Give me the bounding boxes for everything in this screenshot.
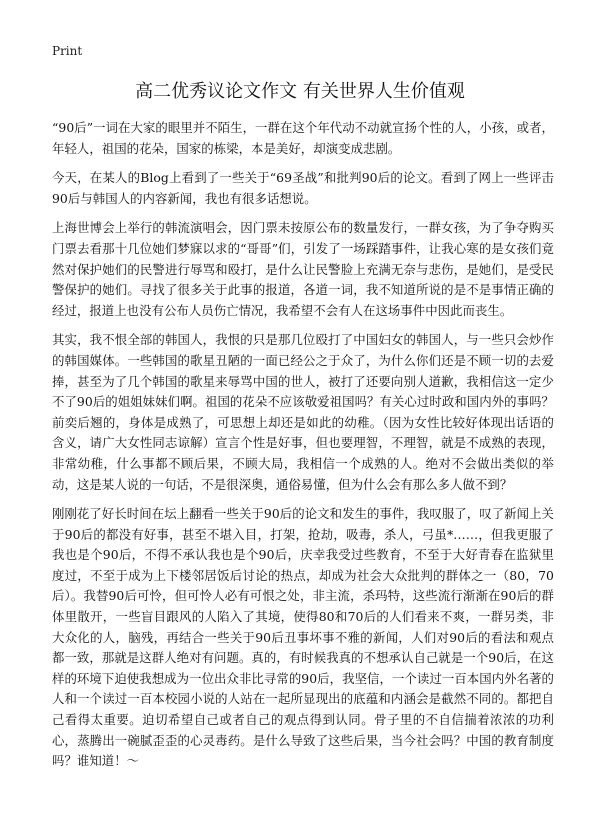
- article-body: [52, 118, 554, 781]
- article-title: 高二优秀议论文作文 有关世界人生价值观: [135, 81, 465, 102]
- paragraph: 刚刚花了好长时间在坛上翻看一些关于90后的论文和发生的事件，我叹服了，叹了新闻上关于90后的都没有好事，甚至不堪入目，打架，抢劫，吸毒，杀人，弓虽*……，但我更服了我也是个90后，不得不承认我也是个90后，庆幸我受过些教育，不至于大好青春在监狱里度过，不至于成为上下楼邻居饭后讨论的热点，却成为社会大众批判的群体之一（80，70后）。我替90后可怜，但可怜人必有可恨之处，非主流，杀玛特，这些流行渐渐在90后的群体里散开，一些盲目跟风的人陷入了其境，使得80和70后的人们看来不爽，一群另类，非大众化的人，脑残，再结合一些关于90后丑事坏事不雅的新闻，人们对90后的看法和观点都一致，那就是这群人绝对有问题。真的，有时候我真的不想承认自己就是一个90后，在这样的环境下迫使我想成为一位出众非比寻常的90后，我坚信，一个读过一百本国内外名著的人和一个读过一百本校园小说的人站在一起所显现出的底蕴和内涵会是截然不同的。都把自己看得太重要。迫切希望自己或者自己的观点得到认同。骨子里的不自信揣着浓浓的功利心，蒸腾出一碗腻歪歪的心灵毒药。是什么导致了这些后果，当今社会吗？中国的教育制度吗？谁知道！～: [52, 506, 554, 769]
- paragraph: 上海世博会上举行的韩流演唱会，因门票未按原公布的数量发行，一群女孩，为了争夺购买门票去看那十几位她们梦寐以求的“哥哥”们，引发了一场踩踏事件，让我心寒的是女孩们竟然对保护她们的民警进行辱骂和殴打，是什么让民警脸上充满无奈与悲伤，是她们，是受民警保护的她们。寻找了很多关于此事的报道，各道一词，我不知道所说的是不是事情正确的经过，报道上也没有公布人员伤亡情况，我希望不会有人在这场事件中因此而丧生。: [52, 220, 554, 318]
- paragraph: 其实，我不恨全部的韩国人，我恨的只是那几位殴打了中国妇女的韩国人，与一些只会炒作的韩国媒体。一些韩国的歌星丑陋的一面已经公之于众了，为什么你们还是不顾一切的去爱捧，甚至为了几个韩国的歌星来辱骂中国的世人，被打了还要向别人道歉，我相信这一定少不了90后的姐姐妹妹们啊。祖国的花朵不应该敬爱祖国吗？有关心过时政和国内外的事吗？前奕后翘的，身体是成熟了，可思想上却还是如此的幼稚。（因为女性比较好体现出话语的含义，请广大女性同志谅解）宣言个性是好事，但也要理智，不理智，就是不成熟的表现，非常幼稚，什么事都不顾后果，不顾大局，我相信一个成熟的人。绝对不会做出类似的举动，这是某人说的一句话，不是很深奥，通俗易懂，但为什么会有那么多人做不到？: [52, 332, 554, 492]
- paragraph: “90后”一词在大家的眼里并不陌生，一群在这个年代动不动就宣扬个性的人，小孩，或者，年轻人，祖国的花朵，国家的栋梁，本是美好，却演变成悲剧。: [52, 120, 554, 156]
- paragraph: 今天，在某人的Blog上看到了一些关于“69圣战”和批判90后的论文。看到了网上一些评击90后与韩国人的内容新闻，我也有很多话想说。: [52, 170, 554, 206]
- print-link[interactable]: Print: [52, 44, 83, 58]
